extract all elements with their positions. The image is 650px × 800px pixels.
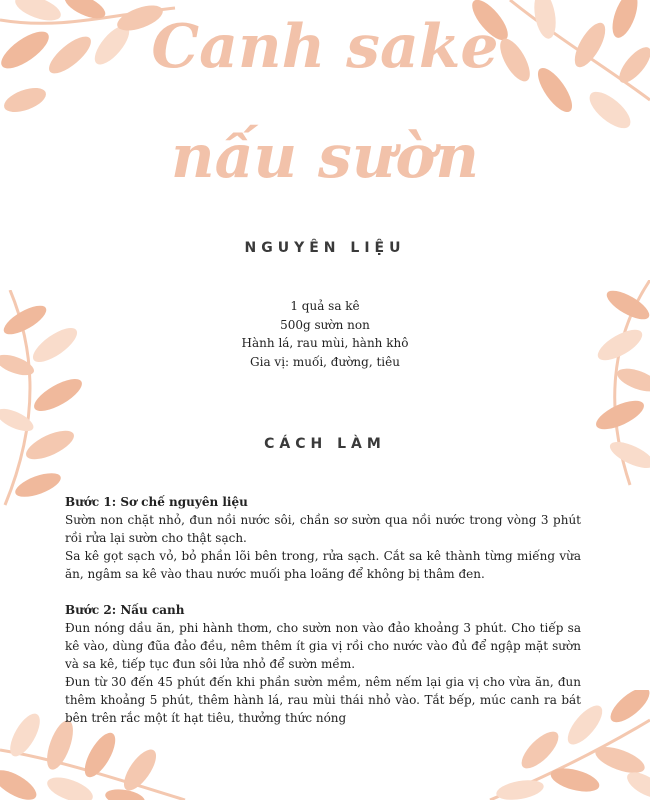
step-paragraph: Đun nóng dầu ăn, phi hành thơm, cho sườn non vào đảo khoảng 3 phút. Cho tiếp sa kê vào, dùng đũa đảo đều, nêm thêm ít gia vị rồi cho nước vào đủ để ngập mặt sườn và sa kê, tiếp tục đun sôi lửa nhỏ để sườn mềm.	[65, 621, 581, 671]
ingredient-item: 1 quả sa kê	[290, 299, 360, 313]
method-steps	[65, 493, 581, 745]
step-paragraph: Đun từ 30 đến 45 phút đến khi phần sườn mềm, nêm nếm lại gia vị cho vừa ăn, đun thêm khoảng 5 phút, thêm hành lá, rau mùi thái nhỏ vào. Tắt bếp, múc canh ra bát bên trên rắc một ít hạt tiêu, thưởng thức nóng	[65, 675, 581, 725]
step-title: Bước 2: Nấu canh	[65, 603, 185, 617]
method-heading: CÁCH LÀM	[264, 436, 386, 452]
ingredient-item: Hành lá, rau mùi, hành khô	[241, 336, 409, 350]
ingredient-item: 500g sườn non	[280, 317, 370, 332]
step-title: Bước 1: Sơ chế nguyên liệu	[65, 495, 248, 509]
step-paragraph: Sườn non chặt nhỏ, đun nồi nước sôi, chần sơ sườn qua nồi nước trong vòng 3 phút rồi rửa lại sườn cho thật sạch.	[65, 513, 581, 545]
page-title-line-2: nấu sườn	[170, 122, 480, 192]
step-2	[65, 601, 581, 727]
step-1	[65, 493, 581, 583]
ingredients-heading: NGUYÊN LIỆU	[244, 240, 406, 256]
page-title: Canh sake	[151, 12, 499, 82]
step-paragraph: Sa kê gọt sạch vỏ, bỏ phần lõi bên trong, rửa sạch. Cắt sa kê thành từng miếng vừa ăn, ngâm sa kê vào thau nước muối pha loãng để không bị thâm đen.	[65, 549, 581, 581]
ingredients-list	[0, 297, 650, 371]
ingredient-item: Gia vị: muối, đường, tiêu	[250, 354, 400, 369]
